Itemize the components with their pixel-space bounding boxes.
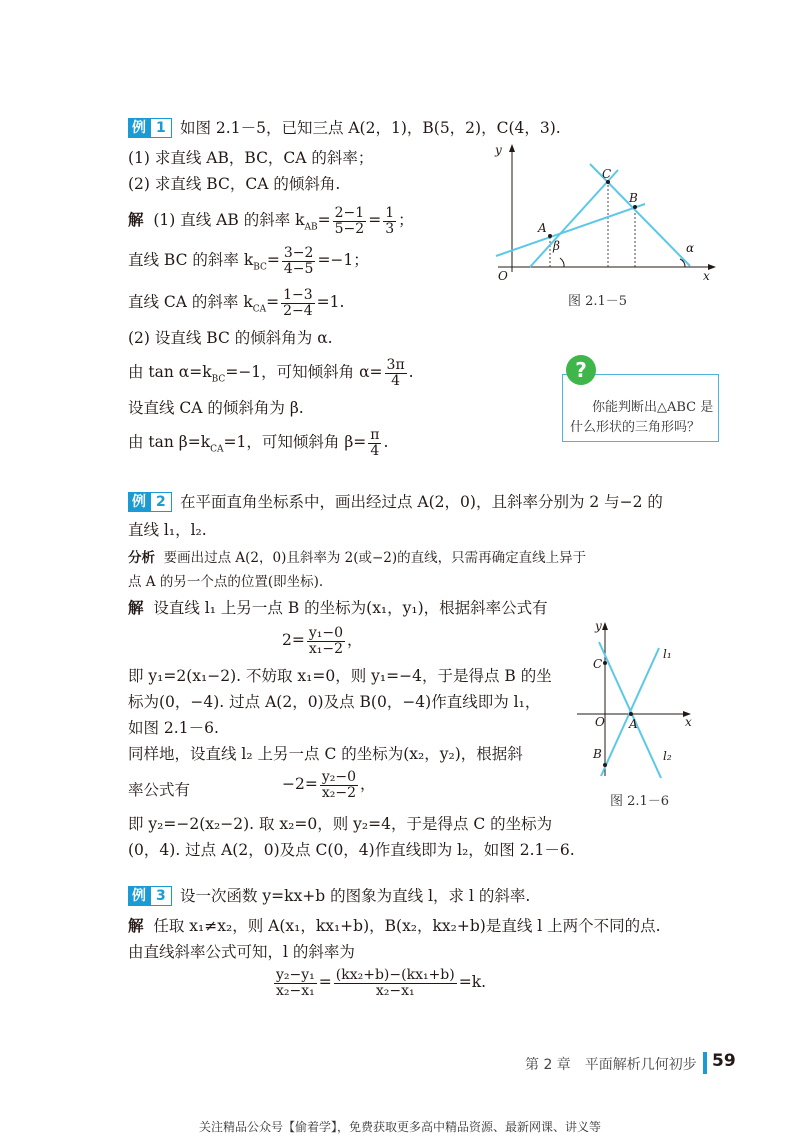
figure-2-1-5-caption: 图 2.1－5 xyxy=(568,294,628,309)
example-2-line-7: 率公式有 xyxy=(128,781,191,799)
question-icon: ? xyxy=(566,355,596,385)
example-2-equation-2: −2= $\frac{\text{y₂−0}}{\text{x₂−2}}$ ， xyxy=(282,769,376,801)
fraction: $\frac{\text{y₂−0}}{\text{x₂−2}}$ xyxy=(321,769,357,801)
example-3-tag: 例 3 xyxy=(128,886,172,906)
chapter-label: 第 2 章 平面解析几何初步 xyxy=(525,1057,697,1073)
example-2-statement-2: 直线 l₁，l₂. xyxy=(128,521,207,539)
fraction: $\frac{2-1}{5-2}$ xyxy=(334,205,365,237)
example-1-slope-bc: 直线 BC 的斜率 $k_{BC}=$ $\frac{3-2}{4-5}$ =−1； xyxy=(128,245,369,277)
example-2-line-6: 同样地，设直线 l₂ 上另一点 C 的坐标为(x₂，y₂)，根据斜 xyxy=(128,745,523,763)
hint-line-1: 你能判断出△ABC 是 xyxy=(592,400,714,415)
example-1-question-1: (1) 求直线 AB，BC，CA 的斜率； xyxy=(128,149,374,167)
fig1-origin-label: O xyxy=(498,269,508,283)
bottom-note: 关注精品公众号【偷着学】，免费获取更多高中精品资源、最新网课、讲义等 xyxy=(198,1120,601,1134)
fig2-l1-label: l₁ xyxy=(663,647,672,661)
fig2-x-label: x xyxy=(685,715,692,729)
fig2-a-label: A xyxy=(629,717,638,731)
example-2-line-4: 标为(0，−4). 过点 A(2，0)及点 B(0，−4)作直线即为 l₁， xyxy=(128,693,541,711)
fig1-b-label: B xyxy=(629,191,638,205)
fraction: $\frac{1-3}{2-4}$ xyxy=(283,287,313,319)
example-2-analysis: 分析 要画出过点 A(2，0)且斜率为 2(或−2)的直线，只需再确定直线上异于 xyxy=(128,550,587,566)
fig2-origin-label: O xyxy=(595,715,605,729)
example-3-solution-1: 解 任取 x₁≠x₂，则 A(x₁，kx₁+b)，B(x₂，kx₂+b)是直线 l 上两个不同的点. xyxy=(128,916,661,935)
example-1-slope-ca: 直线 CA 的斜率 $k_{CA}=$ $\frac{1-3}{2-4}$ =1. xyxy=(128,287,345,319)
point-a xyxy=(629,712,633,716)
fig2-y-label: y xyxy=(595,619,602,633)
point-b xyxy=(633,205,637,209)
example-1-tan-alpha: 由 $\tan \alpha=k_{BC}=-1$，可知倾斜角 α= $\frac{3\pi}{4}$ . xyxy=(128,357,414,389)
example-1-tan-beta: 由 $\tan \beta=k_{CA}=1$，可知倾斜角 β= $\frac{\pi}{4}$ . xyxy=(128,427,389,459)
footer-divider xyxy=(703,1052,707,1074)
fig1-x-label: x xyxy=(703,269,710,283)
fig2-b-label: B xyxy=(593,747,602,761)
example-3-solution-2: 由直线斜率公式可知，l 的斜率为 xyxy=(128,943,355,961)
fraction: $\frac{3-2}{4-5}$ xyxy=(283,245,314,277)
fig1-alpha-label: α xyxy=(686,241,695,255)
example-2-analysis-2: 点 A 的另一个点的位置(即坐标). xyxy=(128,574,324,590)
example-1-part-2: (2) 设直线 BC 的倾斜角为 α. xyxy=(128,329,333,347)
example-2-tag: 例 2 xyxy=(128,492,172,512)
fig1-c-label: C xyxy=(602,167,612,181)
line-ab xyxy=(496,204,645,256)
fraction: $\frac{\text{y₂−y₁}}{\text{x₂−x₁}}$ xyxy=(276,967,315,999)
fraction: $\frac{\pi}{4}$ xyxy=(370,427,380,459)
point-c xyxy=(603,661,607,665)
hint-line-2: 什么形状的三角形吗？ xyxy=(570,420,701,435)
fig1-beta-label: β xyxy=(553,239,560,253)
page-number: 59 xyxy=(712,1051,736,1071)
fraction: $\frac{\text{(kx₂+b)−(kx₁+b)}}{\text{x₂−x₁}}$ xyxy=(335,967,455,999)
fig1-a-label: A xyxy=(538,221,547,235)
fig2-l2-label: l₂ xyxy=(663,749,672,763)
example-1-beta: 设直线 CA 的倾斜角为 β. xyxy=(128,399,304,417)
point-a xyxy=(548,234,552,238)
beta-arc xyxy=(560,258,564,267)
fraction: $\frac{\text{y₁−0}}{\text{x₁−2}}$ xyxy=(308,625,344,657)
fig1-y-label: y xyxy=(495,143,502,157)
y-axis-arrow xyxy=(602,622,608,630)
example-1-statement: 如图 2.1－5，已知三点 A(2，1)，B(5，2)，C(4，3). xyxy=(180,119,561,137)
example-2-line-3: 即 y₁=2(x₁−2). 不妨取 x₁=0，则 y₁=−4，于是得点 B 的坐 xyxy=(128,667,552,685)
figure-2-1-6-caption: 图 2.1－6 xyxy=(610,794,670,809)
example-2-line-8: 即 y₂=−2(x₂−2). 取 x₂=0，则 y₂=4，于是得点 C 的坐标为 xyxy=(128,815,553,833)
figure-2-1-6 xyxy=(575,618,695,780)
example-2-line-5: 如图 2.1－6. xyxy=(128,719,219,737)
example-2-statement: 在平面直角坐标系中，画出经过点 A(2，0)，且斜率分别为 2 与−2 的 xyxy=(180,493,663,511)
fraction: $\frac{3\pi}{4}$ xyxy=(386,357,405,389)
example-2-line-9: (0，4). 过点 A(2，0)及点 C(0，4)作直线即为 l₂，如图 2.1－6. xyxy=(128,841,575,859)
example-3-statement: 设一次函数 y=kx+b 的图象为直线 l，求 l 的斜率. xyxy=(180,887,531,905)
example-1-question-2: (2) 求直线 BC，CA 的倾斜角. xyxy=(128,175,341,193)
y-axis-arrow xyxy=(509,144,515,152)
example-2-equation-1: 2= $\frac{\text{y₁−0}}{\text{x₁−2}}$ ， xyxy=(282,625,363,657)
example-3-equation: $\frac{\text{y₂−y₁}}{\text{x₂−x₁}}$ = $\frac{\text{(kx₂+b)−(kx₁+b)}}{\text{x₂−x₁}}$ =k. xyxy=(276,967,487,999)
point-b xyxy=(603,763,607,767)
example-1-tag: 例 1 xyxy=(128,118,172,138)
example-1-solution-1: 解 (1) 直线 AB 的斜率 $k_{AB}=$ $\frac{2-1}{5-2}$ = $\frac{1}{3}$ ； xyxy=(128,205,414,237)
example-2-solution-1: 解 设直线 l₁ 上另一点 B 的坐标为(x₁，y₁)，根据斜率公式有 xyxy=(128,598,548,617)
figure-2-1-5 xyxy=(490,140,720,285)
fig2-c-label: C xyxy=(593,657,603,671)
fraction: $\frac{1}{3}$ xyxy=(385,205,395,237)
